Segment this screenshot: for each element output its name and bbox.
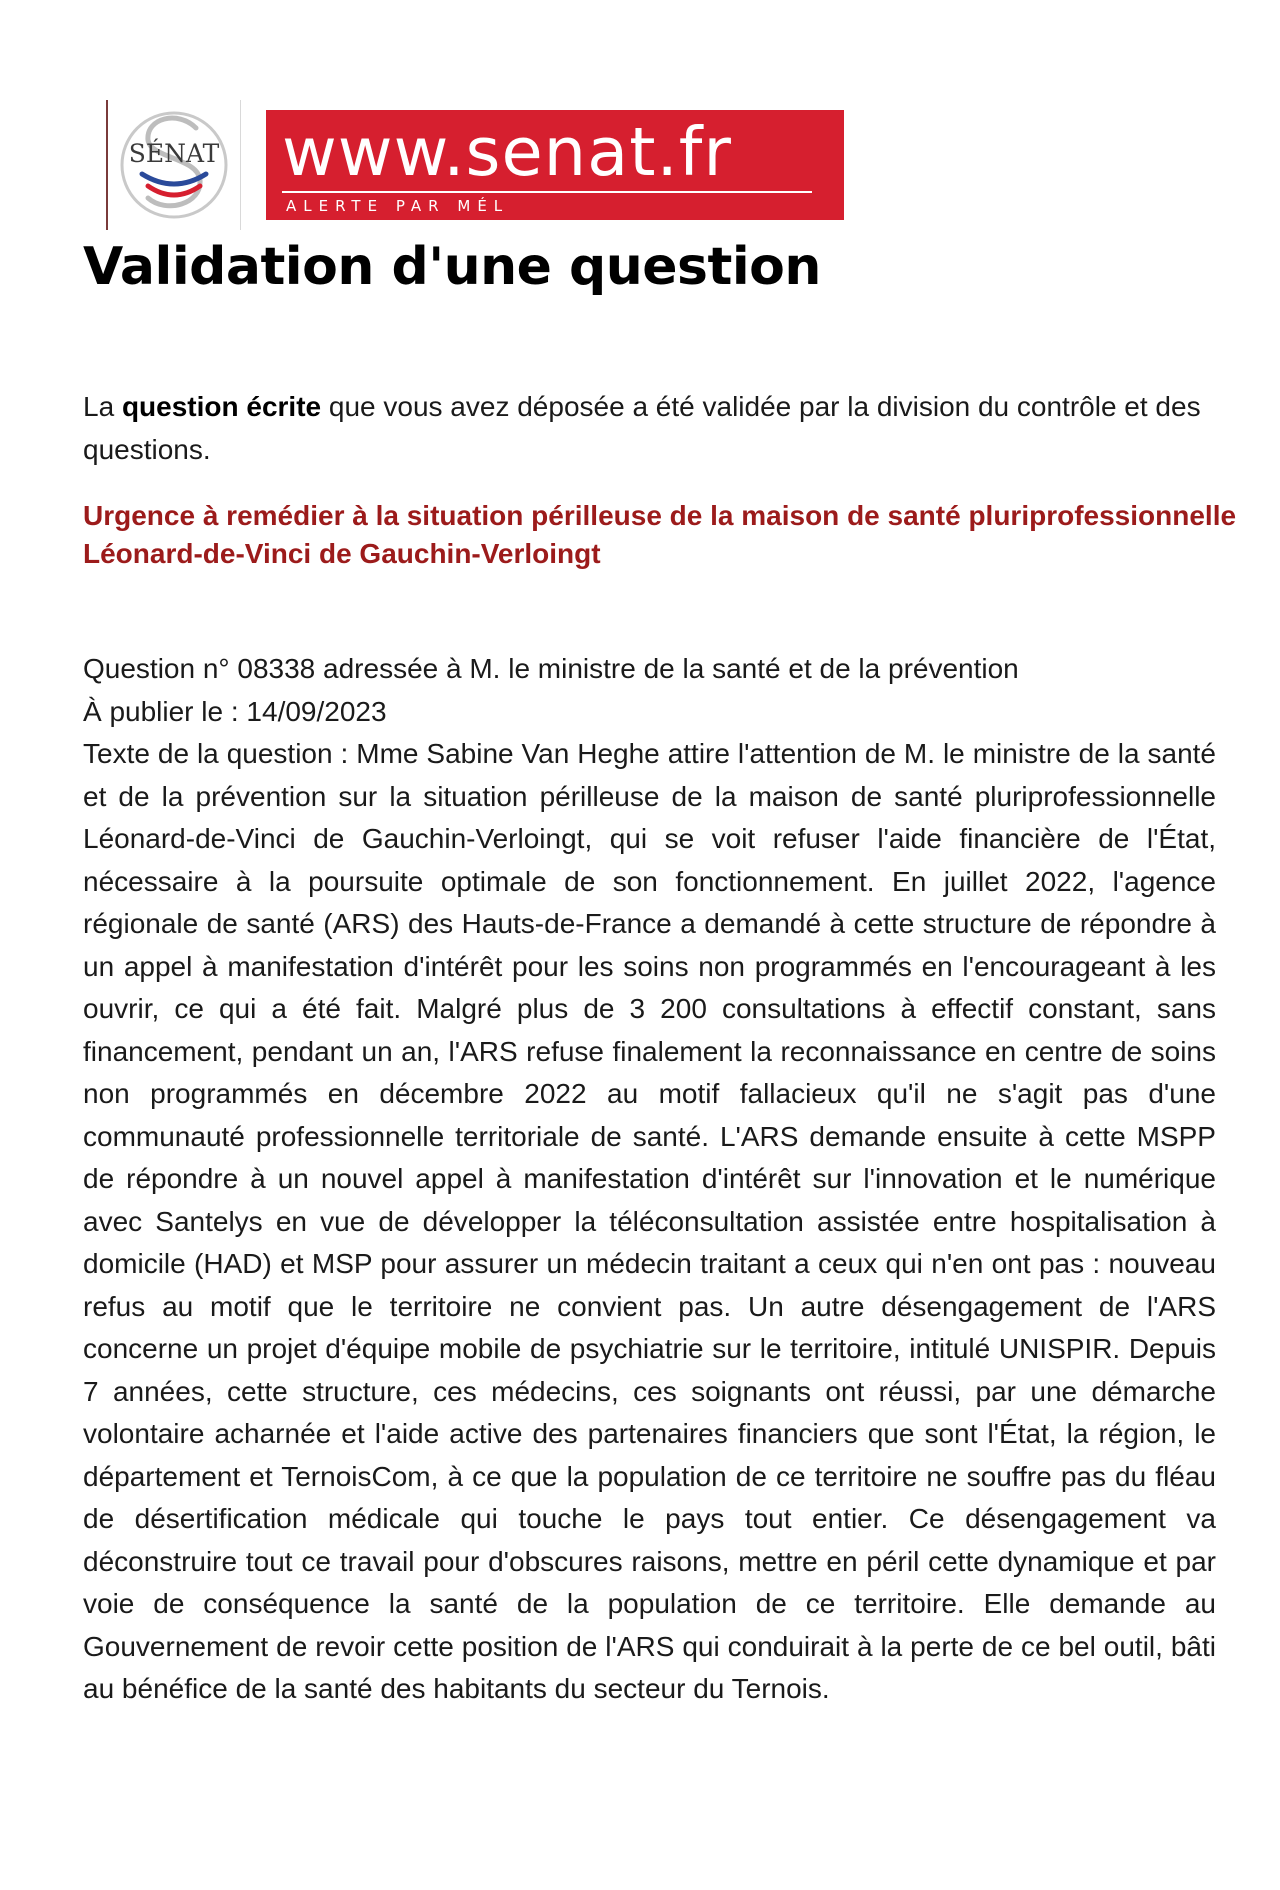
- intro-emphasis: question écrite: [121, 391, 322, 422]
- publish-date-line: À publier le : 14/09/2023: [83, 695, 387, 727]
- intro-after: que vous avez déposée a été validée par la division du contrôle et des questions.: [83, 391, 1201, 465]
- senat-emblem-icon: [108, 100, 240, 230]
- banner-divider: [282, 191, 812, 193]
- senat-banner[interactable]: [266, 110, 844, 220]
- senat-logo: [106, 100, 240, 230]
- question-details: [83, 648, 1216, 1711]
- senat-logo-text: SÉNAT: [128, 139, 220, 168]
- intro-before: La: [83, 391, 122, 422]
- question-text: Texte de la question : Mme Sabine Van Heghe attire l'attention de M. le ministre de la santé et de la prévention sur la situation périlleuse de la maison de santé pluriprofessionnelle Léonard-de-Vinci de Gauchin-Verloingt, qui se voit refuser l'aide financière de l'État, nécessaire à la poursuite optimale de son fonctionnement. En juillet 2022, l'agence régionale de santé (ARS) des Hauts-de-France a demandé à cette structure de répondre à un appel à manifestation d'intérêt pour les soins non programmés en l'encourageant à les ouvrir, ce qui a été fait. Malgré plus de 3 200 consultations à effectif constant, sans financement, pendant un an, l'ARS refuse finalement la reconnaissance en centre de soins non programmés en décembre 2022 au motif fallacieux qu'il ne s'agit pas d'une communauté professionnelle territoriale de santé. L'ARS demande ensuite à cette MSPP de répondre à un nouvel appel à manifestation d'intérêt sur l'innovation et le numérique avec Santelys en vue de développer la téléconsultation assistée entre hospitalisation à domicile (HAD) et MSP pour assurer un médecin traitant a ceux qui n'en ont pas : nouveau refus au motif que le territoire ne convient pas. Un autre désengagement de l'ARS concerne un projet d'équipe mobile de psychiatrie sur le territoire, intitulé UNISPIR. Depuis 7 années, cette structure, ces médecins, ces soignants ont réussi, par une démarche volontaire acharnée et l'aide active des partenaires financiers que sont l'État, la région, le département et TernoisCom, à ce que la population de ce territoire ne souffre pas du fléau de désertification médicale qui touche le pays tout entier. Ce désengagement va déconstruire tout ce travail pour d'obscures raisons, mettre en péril cette dynamique et par voie de conséquence la santé de la population de ce territoire. Elle demande au Gouvernement de revoir cette position de l'ARS qui conduirait à la perte de ce bel outil, bâti au bénéfice de la santé des habitants du secteur du Ternois.: [83, 738, 1216, 1704]
- question-title: Urgence à remédier à la situation périlleuse de la maison de santé pluriprofessionnelle Léonard-de-Vinci de Gauchin-Verloingt: [83, 500, 1237, 569]
- recipient-line: Question n° 08338 adressée à M. le ministre de la santé et de la prévention: [83, 653, 1019, 684]
- banner-url[interactable]: www.senat.fr: [282, 113, 732, 191]
- page-title: Validation d'une question: [83, 237, 821, 297]
- banner-subtitle: ALERTE PAR MÉL: [286, 197, 510, 215]
- header: [106, 100, 846, 230]
- intro-paragraph: [83, 385, 1243, 471]
